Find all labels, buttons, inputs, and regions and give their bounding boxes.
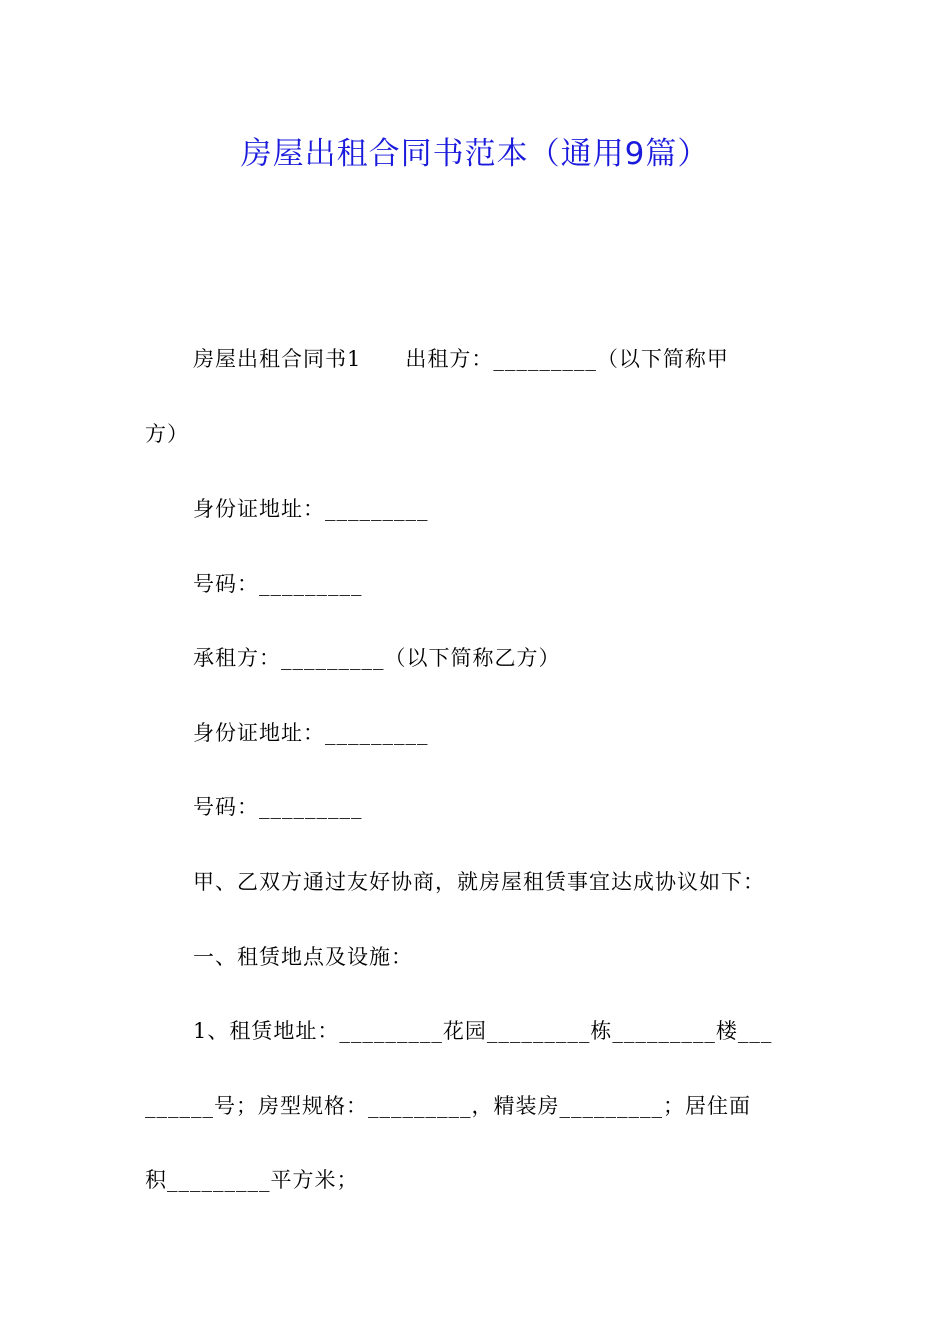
paragraph-line: 方） — [145, 422, 189, 446]
paragraph-line: 身份证地址：_________ — [193, 497, 429, 521]
paragraph-line: 号码：_________ — [193, 795, 363, 819]
paragraph-line: 甲、乙双方通过友好协商，就房屋租赁事宜达成协议如下： — [193, 870, 765, 894]
paragraph-line: 一、租赁地点及设施： — [193, 945, 413, 969]
paragraph-line: 1、租赁地址：_________花园_________栋_________楼___ — [193, 1019, 773, 1043]
paragraph-line: 号码：_________ — [193, 572, 363, 596]
paragraph-line: 身份证地址：_________ — [193, 721, 429, 745]
paragraph-line: 承租方：_________（以下简称乙方） — [193, 646, 561, 670]
paragraph-line: 积_________平方米； — [145, 1168, 359, 1192]
document-title: 房屋出租合同书范本（通用9篇） — [240, 136, 710, 172]
paragraph-line: ______号；房型规格：_________，精装房_________；居住面 — [145, 1094, 751, 1118]
paragraph-line: 房屋出租合同书1 出租方：_________（以下简称甲 — [193, 347, 729, 371]
